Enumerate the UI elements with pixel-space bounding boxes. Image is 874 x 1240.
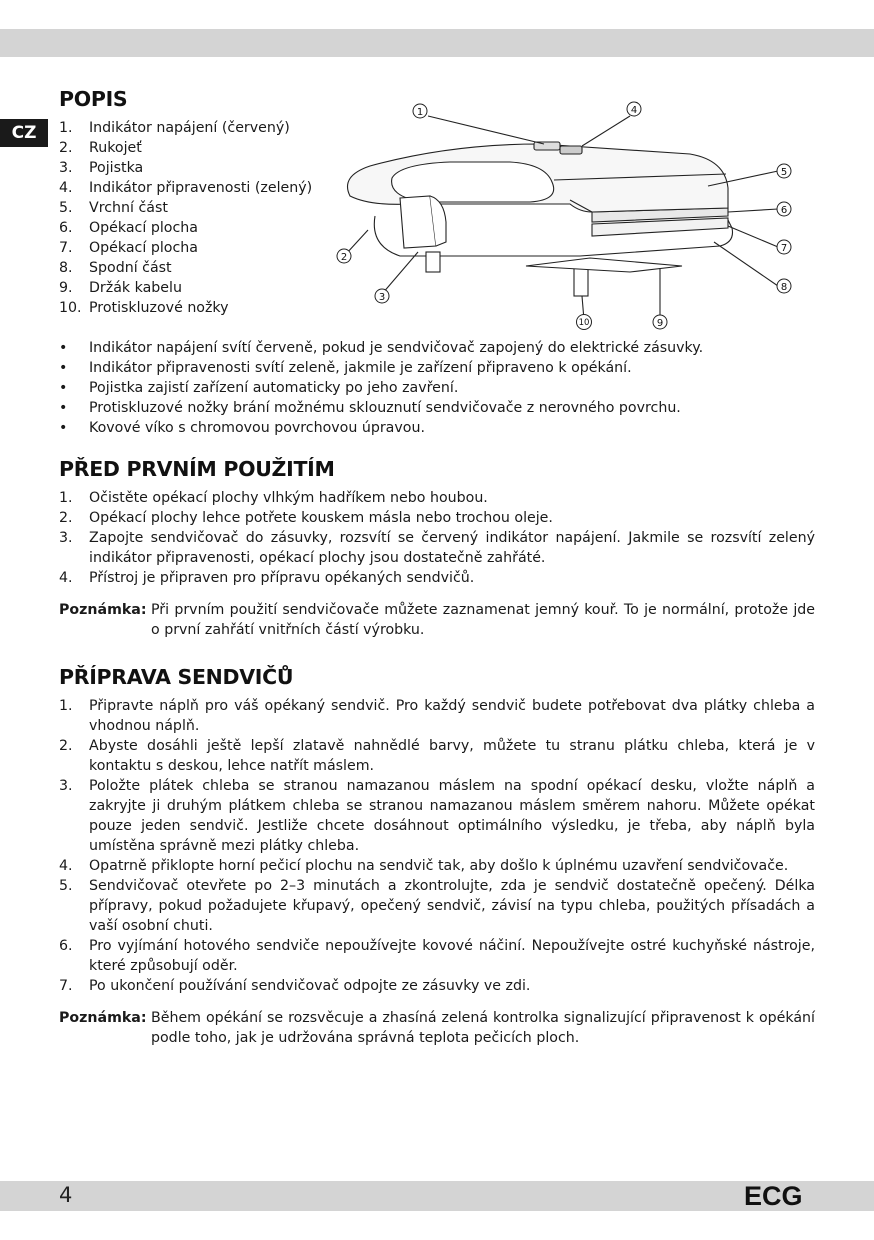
list-text: Po ukončení používání sendvičovač odpojte ze zásuvky ve zdi.: [89, 978, 531, 994]
step-item: [59, 488, 815, 508]
part-item: [59, 198, 349, 218]
list-marker: 1.: [59, 120, 73, 136]
list-marker: 3.: [59, 530, 73, 546]
cord-holder: [526, 258, 682, 272]
list-text: Držák kabelu: [89, 280, 182, 296]
section-title-first-use: PŘED PRVNÍM POUŽITÍM: [59, 457, 335, 481]
part-item: [59, 218, 349, 238]
language-tab: CZ: [0, 119, 48, 147]
list-text: Pro vyjímání hotového sendviče nepoužívejte kovové náčiní. Nepoužívejte ostré kuchyňské nástroje, které způsobují oděr.: [89, 938, 815, 974]
list-text: Indikátor napájení svítí červeně, pokud je sendvičovač zapojený do elektrické zásuvky.: [89, 340, 704, 356]
list-text: Protiskluzové nožky brání možnému sklouznutí sendvičovače z nerovného povrchu.: [89, 400, 681, 416]
list-marker: 3.: [59, 778, 73, 794]
step-item: [59, 856, 815, 876]
note-label: Poznámka:: [59, 1010, 147, 1026]
list-marker: •: [59, 420, 68, 436]
part-item: [59, 238, 349, 258]
note-label: Poznámka:: [59, 602, 147, 618]
list-text: Pojistka: [89, 160, 144, 176]
page-number: 4: [59, 1183, 73, 1207]
callout-5: 5: [780, 167, 788, 178]
list-marker: 2.: [59, 140, 73, 156]
list-marker: 10.: [59, 300, 82, 316]
list-marker: •: [59, 340, 68, 356]
list-text: Zapojte sendvičovač do zásuvky, rozsvítí se červený indikátor napájení. Jakmile se rozsvítí zelený indikátor připravenosti, opékací plochy jsou dostatečně zahřáté.: [89, 530, 815, 566]
note-text: Při prvním použití sendvičovače můžete zaznamenat jemný kouř. To je normální, protože jde o první zahřátí vnitřních částí výrobku.: [151, 602, 815, 638]
list-marker: 9.: [59, 280, 73, 296]
callout-6: 6: [780, 205, 788, 216]
list-marker: 1.: [59, 490, 73, 506]
list-marker: 3.: [59, 160, 73, 176]
callout-8: 8: [780, 282, 788, 293]
first-use-note: [59, 600, 815, 640]
step-item: [59, 976, 815, 996]
callout-4: 4: [630, 105, 638, 116]
step-item: [59, 696, 815, 736]
part-item: [59, 258, 349, 278]
list-marker: 1.: [59, 698, 73, 714]
part-item: [59, 138, 349, 158]
list-marker: 2.: [59, 510, 73, 526]
first-use-steps: [59, 488, 815, 588]
step-item: [59, 568, 815, 588]
step-item: [59, 528, 815, 568]
feature-item: [59, 358, 815, 378]
callout-2: 2: [340, 252, 348, 263]
list-text: Indikátor připravenosti (zelený): [89, 180, 313, 196]
part-item: [59, 298, 349, 318]
list-marker: 8.: [59, 260, 73, 276]
footer-bar: [0, 1181, 874, 1211]
list-marker: 4.: [59, 180, 73, 196]
list-text: Sendvičovač otevřete po 2–3 minutách a zkontrolujte, zda je sendvič dostatečně opečený. Délka přípravy, pokud požadujete křupavý, opečený sendvič, závisí na typu chleba, použitých přísadách a vaší osobní chuti.: [89, 878, 815, 934]
step-item: [59, 876, 815, 936]
list-text: Protiskluzové nožky: [89, 300, 229, 316]
lid-panel: [392, 162, 554, 202]
list-marker: 4.: [59, 570, 73, 586]
handle: [400, 196, 436, 248]
preparation-note: [59, 1008, 815, 1048]
callout-1: 1: [416, 107, 424, 118]
list-marker: 5.: [59, 200, 73, 216]
step-item: [59, 736, 815, 776]
list-marker: 6.: [59, 938, 73, 954]
list-marker: 2.: [59, 738, 73, 754]
list-text: Pojistka zajistí zařízení automaticky po jeho zavření.: [89, 380, 459, 396]
list-marker: 7.: [59, 978, 73, 994]
list-text: Opékací plocha: [89, 220, 198, 236]
sandwich-maker-diagram: [330, 96, 800, 336]
part-item: [59, 158, 349, 178]
list-text: Indikátor připravenosti svítí zeleně, jakmile je zařízení připraveno k opékání.: [89, 360, 632, 376]
section-title-popis: POPIS: [59, 87, 128, 111]
list-marker: 7.: [59, 240, 73, 256]
list-text: Opatrně přiklopte horní pečicí plochu na sendvič tak, aby došlo k úplnému uzavření sendvičovače.: [89, 858, 789, 874]
note-text: Během opékání se rozsvěcuje a zhasíná zelená kontrolka signalizující připravenost k opékání podle toho, jak je udržována správná teplota pečicích ploch.: [151, 1010, 815, 1046]
step-item: [59, 776, 815, 856]
step-item: [59, 936, 815, 976]
power-indicator: [534, 142, 560, 150]
list-text: Připravte náplň pro váš opékaný sendvič. Pro každý sendvič budete potřebovat dva plátky chleba a vhodnou náplň.: [89, 698, 815, 734]
parts-list: [59, 118, 349, 318]
list-text: Kovové víko s chromovou povrchovou úpravou.: [89, 420, 425, 436]
brand-logo: ECG: [744, 1181, 803, 1211]
foot-left: [426, 252, 440, 272]
list-text: Opékací plocha: [89, 240, 198, 256]
preparation-steps: [59, 696, 815, 996]
section-title-preparation: PŘÍPRAVA SENDVIČŮ: [59, 665, 294, 689]
callout-3: 3: [378, 292, 386, 303]
list-text: Indikátor napájení (červený): [89, 120, 290, 136]
header-bar: [0, 29, 874, 57]
list-text: Rukojeť: [89, 140, 142, 156]
list-marker: •: [59, 380, 68, 396]
list-marker: 6.: [59, 220, 73, 236]
features-list: [59, 338, 815, 438]
list-text: Opékací plochy lehce potřete kouskem másla nebo trochou oleje.: [89, 510, 553, 526]
list-text: Spodní část: [89, 260, 172, 276]
feature-item: [59, 418, 815, 438]
list-text: Vrchní část: [89, 200, 168, 216]
list-marker: •: [59, 360, 68, 376]
feature-item: [59, 338, 815, 358]
callout-10: 10: [578, 318, 590, 328]
list-marker: •: [59, 400, 68, 416]
step-item: [59, 508, 815, 528]
list-text: Abyste dosáhli ještě lepší zlatavě nahnědlé barvy, můžete tu stranu plátku chleba, která je v kontaktu s deskou, lehce natřít máslem.: [89, 738, 815, 774]
part-item: [59, 178, 349, 198]
part-item: [59, 118, 349, 138]
feature-item: [59, 398, 815, 418]
list-text: Položte plátek chleba se stranou namazanou máslem na spodní opékací desku, vložte náplň a zakryjte ji druhým plátkem chleba se stranou namazanou máslem směrem nahoru. Můžete opékat pouze jeden sendvič. Jestliže chcete dosáhnout optimálního výsledku, je třeba, aby náplň byla umístěna správně mezi plátky chleba.: [89, 778, 815, 854]
feature-item: [59, 378, 815, 398]
ready-indicator: [560, 146, 582, 154]
list-text: Očistěte opékací plochy vlhkým hadříkem nebo houbou.: [89, 490, 488, 506]
callout-7: 7: [780, 243, 788, 254]
list-marker: 4.: [59, 858, 73, 874]
list-marker: 5.: [59, 878, 73, 894]
part-item: [59, 278, 349, 298]
callout-9: 9: [656, 318, 664, 329]
list-text: Přístroj je připraven pro přípravu opékaných sendvičů.: [89, 570, 475, 586]
